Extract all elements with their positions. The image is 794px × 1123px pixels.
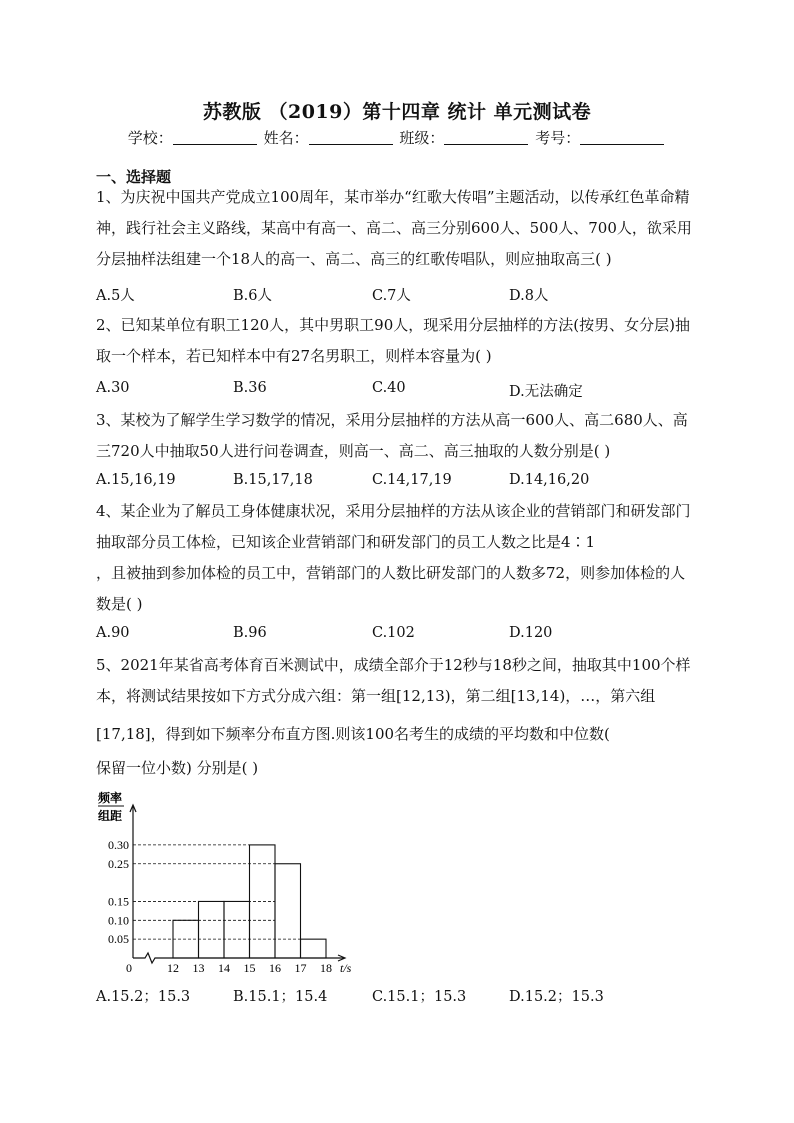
option-c[interactable]: C.40 (372, 380, 406, 396)
option-c[interactable]: C.102 (372, 625, 415, 641)
y-axis-label-bottom: 组距 (98, 809, 123, 823)
option-d[interactable]: D.8人 (509, 288, 549, 304)
histogram-bar-[13,14) (199, 901, 225, 958)
exam-no-blank[interactable] (580, 130, 664, 145)
option-d[interactable]: D.无法确定 (509, 384, 583, 400)
option-c[interactable]: C.7人 (372, 288, 411, 304)
x-tick-12: 12 (167, 961, 179, 975)
exam-title: 苏教版 （2019）第十四章 统计 单元测试卷 (202, 101, 592, 123)
option-d[interactable]: D.120 (509, 625, 553, 641)
question-1: 1、为庆祝中国共产党成立100周年，某市举办“红歌大传唱”主题活动，以传承红色革命精神，践行社会主义路线，某高中有高一、高二、高三分别600人、500人、700人，欲采用分层抽样法组建一个18人的高一、高二、高三的红歌传唱队，则应抽取高三( ) (96, 188, 692, 268)
exam-no-label: 考号： (535, 129, 581, 147)
option-b[interactable]: B.96 (233, 625, 267, 641)
y-tick-0.25: 0.25 (108, 856, 129, 871)
y-tick-0.30: 0.30 (108, 837, 129, 852)
y-tick-0.10: 0.10 (108, 913, 129, 928)
option-b[interactable]: B.6人 (233, 288, 272, 304)
x-tick-17: 17 (294, 961, 307, 975)
name-blank[interactable] (309, 130, 393, 145)
option-b[interactable]: B.15.1；15.4 (233, 989, 328, 1005)
x-axis-label: t/s (340, 961, 352, 975)
class-label: 班级： (399, 129, 445, 147)
y-tick-0.15: 0.15 (108, 894, 129, 909)
question-5: 5、2021年某省高考体育百米测试中，成绩全部介于12秒与18秒之间，抽取其中100个样本，将测试结果按如下方式分成六组：第一组[12,13)，第二组[13,14)，…，第六组 (96, 656, 691, 705)
y-tick-0.05: 0.05 (108, 932, 129, 947)
question-3: 3、某校为了解学生学习数学的情况，采用分层抽样的方法从高一600人、高二680人、高三720人中抽取50人进行问卷调查，则高一、高二、高三抽取的人数分别是( ) (96, 411, 688, 460)
option-a[interactable]: A.15.2；15.3 (96, 989, 191, 1005)
option-c[interactable]: C.15.1；15.3 (372, 989, 467, 1005)
option-b[interactable]: B.15,17,18 (233, 472, 313, 488)
option-a[interactable]: A.15,16,19 (96, 472, 176, 488)
student-info (0, 127, 794, 148)
x-tick-18: 18 (320, 961, 332, 975)
class-blank[interactable] (444, 130, 528, 145)
histogram-bar-[16,17) (275, 864, 301, 958)
school-label: 学校： (127, 129, 173, 147)
histogram-bar-[14,15) (224, 901, 250, 958)
histogram-svg (96, 790, 396, 980)
question-5-cont2: 保留一位小数) 分别是( ) (96, 759, 259, 777)
option-b[interactable]: B.36 (233, 380, 267, 396)
school-blank[interactable] (173, 130, 257, 145)
question-5-options (96, 985, 696, 1007)
histogram-bar-[17,18] (301, 939, 327, 958)
question-4: 4、某企业为了解员工身体健康状况，采用分层抽样的方法从该企业的营销部门和研发部门抽取部分员工体检，已知该企业营销部门和研发部门的员工人数之比是4∶1 (96, 502, 691, 551)
option-d[interactable]: D.14,16,20 (509, 472, 590, 488)
option-a[interactable]: A.5人 (96, 288, 135, 304)
name-label: 姓名： (263, 129, 309, 147)
option-a[interactable]: A.30 (96, 380, 130, 396)
question-3-options (96, 472, 696, 494)
question-2-options (96, 380, 696, 402)
option-d[interactable]: D.15.2；15.3 (509, 989, 604, 1005)
question-1-options (96, 284, 696, 306)
question-2: 2、已知某单位有职工120人，其中男职工90人，现采用分层抽样的方法(按男、女分层)抽取一个样本，若已知样本中有27名男职工，则样本容量为( ) (96, 316, 690, 365)
histogram-chart (96, 790, 396, 984)
section-heading: 一、选择题 (96, 168, 172, 186)
question-4-options (96, 625, 696, 647)
x-tick-16: 16 (269, 961, 281, 975)
question-5-cont: [17,18]，得到如下频率分布直方图.则该100名考生的成绩的平均数和中位数( (96, 725, 610, 743)
x-tick-15: 15 (243, 961, 256, 975)
x-tick-14: 14 (218, 961, 230, 975)
question-4-cont: ，且被抽到参加体检的员工中，营销部门的人数比研发部门的人数多72，则参加体检的人数是( ) (96, 564, 686, 613)
option-a[interactable]: A.90 (96, 625, 130, 641)
option-c[interactable]: C.14,17,19 (372, 472, 452, 488)
y-axis-label-top: 频率 (98, 791, 123, 805)
origin-label: 0 (126, 961, 132, 975)
x-tick-13: 13 (192, 961, 205, 975)
